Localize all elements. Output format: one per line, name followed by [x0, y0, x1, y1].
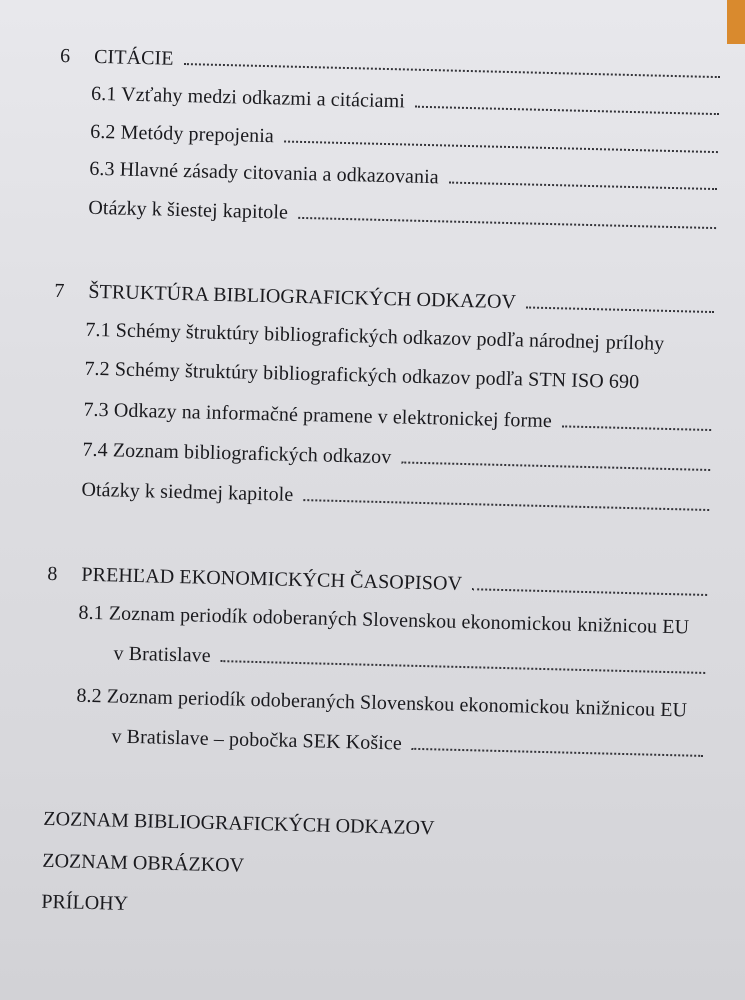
chapter-number: 7 — [54, 279, 65, 303]
toc-entry — [82, 439, 710, 477]
entry-tail: knižnicou EU — [577, 613, 690, 639]
entry-title: 7.4 Zoznam bibliografických odkazov — [82, 438, 392, 469]
entry-title: 6.3 Hlavné zásady citovania a odkazovania — [89, 157, 440, 189]
toc-entry — [89, 158, 717, 196]
dot-leader — [221, 658, 706, 674]
entry-tail: knižnicou EU — [575, 696, 688, 722]
toc-entry-continuation — [113, 642, 705, 679]
chapter-6-heading — [60, 45, 720, 84]
toc-entry — [90, 121, 718, 159]
entry-continuation: v Bratislave – pobočka SEK Košice — [111, 725, 403, 755]
chapter-title: PREHĽAD EKONOMICKÝCH ČASOPISOV — [81, 563, 463, 595]
dot-leader — [412, 746, 704, 757]
entry-continuation: v Bratislave — [113, 642, 212, 667]
dot-leader — [183, 61, 719, 78]
dot-leader — [303, 497, 709, 511]
toc-entry — [84, 358, 712, 396]
chapter-number: 8 — [47, 562, 58, 586]
chapter-number: 6 — [59, 45, 71, 68]
toc-entry — [78, 602, 706, 640]
entry-title: 7.3 Odkazy na informačné pramene v elektronickej forme — [83, 398, 553, 433]
entry-title: Otázky k šiestej kapitole — [88, 196, 289, 224]
toc-entry — [85, 319, 713, 357]
chapter-title: CITÁCIE — [93, 45, 174, 70]
dot-leader — [401, 459, 710, 471]
chapter-7-heading — [54, 280, 714, 319]
chapter-8-heading — [47, 563, 707, 602]
toc-entry-continuation — [111, 725, 703, 762]
dot-leader — [526, 304, 714, 313]
entry-tail: prílohy — [605, 331, 665, 355]
toc-entry — [91, 83, 719, 121]
dot-leader — [298, 215, 716, 229]
toc-entry — [83, 399, 711, 437]
entry-title: 8.1 Zoznam periodík odoberaných Slovenskou ekonomickou — [78, 601, 572, 636]
toc-entry — [88, 197, 716, 235]
end-section-figures: ZOZNAM OBRÁZKOV — [42, 849, 245, 877]
dot-leader — [449, 180, 718, 191]
dot-leader — [415, 104, 719, 115]
entry-title: 6.1 Vzťahy medzi odkazmi a citáciami — [90, 82, 406, 113]
toc-entry — [81, 479, 709, 517]
chapter-title: ŠTRUKTÚRA BIBLIOGRAFICKÝCH ODKAZOV — [88, 280, 517, 314]
entry-title: 7.1 Schémy štruktúry bibliografických odkazov podľa národnej — [85, 318, 601, 354]
end-section-references: ZOZNAM BIBLIOGRAFICKÝCH ODKAZOV — [43, 807, 435, 840]
toc-entry — [76, 685, 704, 723]
dot-leader — [284, 138, 718, 153]
entry-title: 7.2 Schémy štruktúry bibliografických odkazov podľa STN ISO 690 — [84, 357, 640, 394]
entry-title: 8.2 Zoznam periodík odoberaných Slovenskou ekonomickou — [76, 684, 570, 719]
entry-title: Otázky k siedmej kapitole — [81, 478, 294, 506]
end-section-appendices: PRÍLOHY — [41, 890, 129, 915]
dot-leader — [472, 586, 707, 596]
entry-title: 6.2 Metódy prepojenia — [89, 120, 275, 148]
dot-leader — [562, 423, 712, 431]
